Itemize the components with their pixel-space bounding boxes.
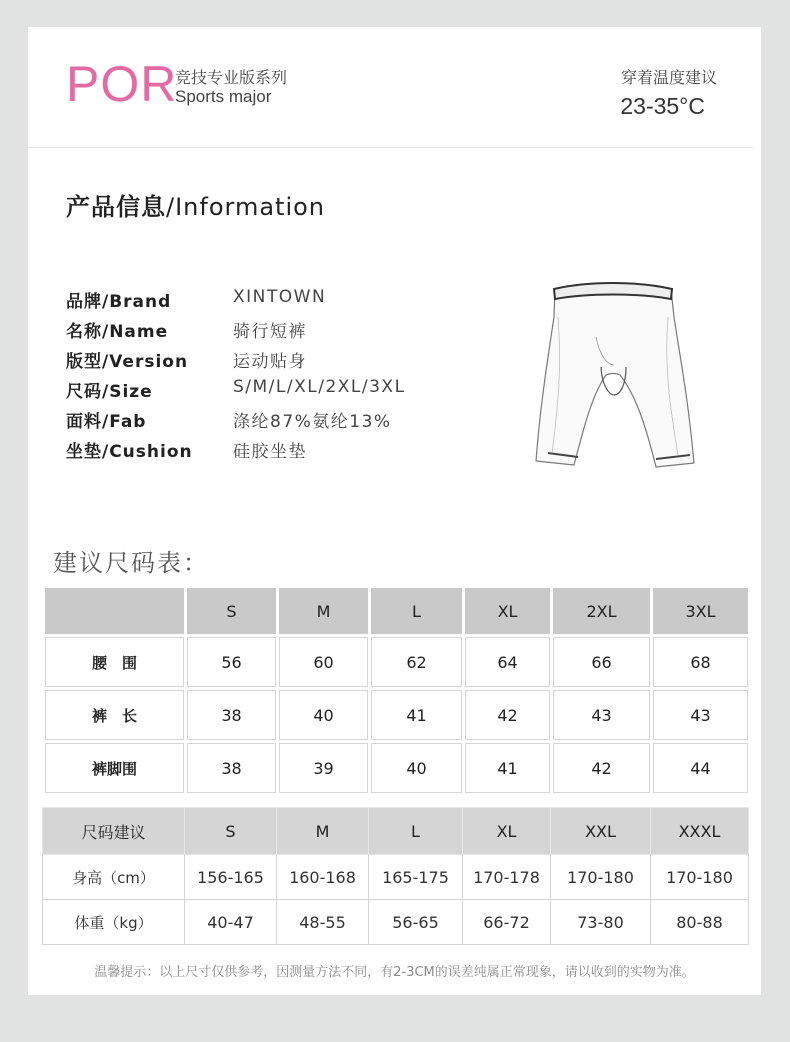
header-cell: XL bbox=[463, 808, 551, 855]
table-header-row bbox=[44, 587, 750, 636]
table-cell: 56 bbox=[186, 636, 278, 689]
header-cell: 尺码建议 bbox=[43, 808, 185, 855]
table-row bbox=[44, 636, 750, 689]
table-cell: 156-165 bbox=[185, 855, 277, 900]
header-cell: XXL bbox=[551, 808, 651, 855]
spec-key: 品牌/Brand bbox=[66, 292, 172, 312]
row-label: 裤 长 bbox=[44, 689, 186, 742]
cycling-shorts-image bbox=[528, 277, 698, 477]
table-cell: 40-47 bbox=[185, 900, 277, 945]
header-cell: L bbox=[370, 587, 464, 636]
header-cell: M bbox=[277, 808, 369, 855]
temperature-value: 23-35°C bbox=[620, 93, 705, 119]
row-label: 身高（cm） bbox=[43, 855, 185, 900]
spec-value: S/M/L/XL/2XL/3XL bbox=[233, 377, 406, 397]
table-cell: 60 bbox=[278, 636, 370, 689]
table-cell: 56-65 bbox=[369, 900, 463, 945]
series-en: Sports major bbox=[175, 87, 272, 106]
size-guide-card bbox=[28, 27, 761, 995]
table-cell: 39 bbox=[278, 742, 370, 795]
table-cell: 40 bbox=[278, 689, 370, 742]
table-cell: 44 bbox=[652, 742, 750, 795]
row-label: 腰 围 bbox=[44, 636, 186, 689]
spec-row-cushion bbox=[66, 437, 466, 467]
table-cell: 43 bbox=[552, 689, 652, 742]
spec-row-fabric bbox=[66, 407, 466, 437]
table-cell: 66 bbox=[552, 636, 652, 689]
spec-value: XINTOWN bbox=[233, 287, 327, 307]
spec-value: 骑行短裤 bbox=[233, 322, 307, 342]
spec-row-name bbox=[66, 317, 466, 347]
spec-key: 尺码/Size bbox=[66, 382, 153, 402]
header-cell: S bbox=[185, 808, 277, 855]
series-cn: 竞技专业版系列 bbox=[175, 68, 288, 87]
table-header-row bbox=[43, 808, 749, 855]
table-cell: 160-168 bbox=[277, 855, 369, 900]
size-chart-title: 建议尺码表： bbox=[53, 549, 209, 577]
header-cell: XL bbox=[464, 587, 552, 636]
spec-key: 面料/Fab bbox=[66, 412, 147, 432]
table-cell: 66-72 bbox=[463, 900, 551, 945]
table-cell: 64 bbox=[464, 636, 552, 689]
table-cell: 62 bbox=[370, 636, 464, 689]
spec-row-size bbox=[66, 377, 466, 407]
header-cell: L bbox=[369, 808, 463, 855]
table-cell: 170-178 bbox=[463, 855, 551, 900]
table-cell: 41 bbox=[464, 742, 552, 795]
header-divider bbox=[28, 147, 753, 148]
brand-logo: POR bbox=[66, 56, 178, 112]
table-cell: 170-180 bbox=[551, 855, 651, 900]
spec-value: 运动贴身 bbox=[233, 352, 307, 372]
spec-key: 名称/Name bbox=[66, 322, 169, 342]
table-cell: 165-175 bbox=[369, 855, 463, 900]
header bbox=[28, 27, 761, 147]
header-cell: XXXL bbox=[651, 808, 749, 855]
table-cell: 38 bbox=[186, 742, 278, 795]
table-cell: 73-80 bbox=[551, 900, 651, 945]
row-label: 体重（kg） bbox=[43, 900, 185, 945]
spec-row-version bbox=[66, 347, 466, 377]
footnote: 温馨提示：以上尺寸仅供参考，因测量方法不同，有2-3CM的误差纯属正常现象，请以收到的实物为准。 bbox=[94, 965, 695, 980]
table-row bbox=[43, 855, 749, 900]
header-cell: 3XL bbox=[652, 587, 750, 636]
header-cell bbox=[44, 587, 186, 636]
recommend-table bbox=[42, 807, 749, 945]
row-label: 裤脚围 bbox=[44, 742, 186, 795]
table-cell: 42 bbox=[464, 689, 552, 742]
table-cell: 68 bbox=[652, 636, 750, 689]
spec-value: 硅胶坐垫 bbox=[233, 442, 307, 462]
table-row bbox=[44, 689, 750, 742]
spec-row-brand bbox=[66, 287, 466, 317]
table-cell: 41 bbox=[370, 689, 464, 742]
temperature-label: 穿着温度建议 bbox=[620, 68, 717, 87]
table-cell: 48-55 bbox=[277, 900, 369, 945]
table-cell: 170-180 bbox=[651, 855, 749, 900]
table-row bbox=[43, 900, 749, 945]
spec-key: 版型/Version bbox=[66, 352, 189, 372]
table-row bbox=[44, 742, 750, 795]
info-title-cn: 产品信息 bbox=[66, 193, 166, 221]
header-cell: M bbox=[278, 587, 370, 636]
table-cell: 38 bbox=[186, 689, 278, 742]
header-cell: 2XL bbox=[552, 587, 652, 636]
table-cell: 43 bbox=[652, 689, 750, 742]
header-cell: S bbox=[186, 587, 278, 636]
info-title bbox=[66, 187, 325, 222]
info-title-en: /Information bbox=[166, 193, 326, 221]
table-cell: 42 bbox=[552, 742, 652, 795]
table-cell: 40 bbox=[370, 742, 464, 795]
spec-key: 坐垫/Cushion bbox=[66, 442, 193, 462]
size-chart-table bbox=[42, 585, 751, 796]
spec-value: 涤纶87%氨纶13% bbox=[233, 412, 392, 432]
table-cell: 80-88 bbox=[651, 900, 749, 945]
